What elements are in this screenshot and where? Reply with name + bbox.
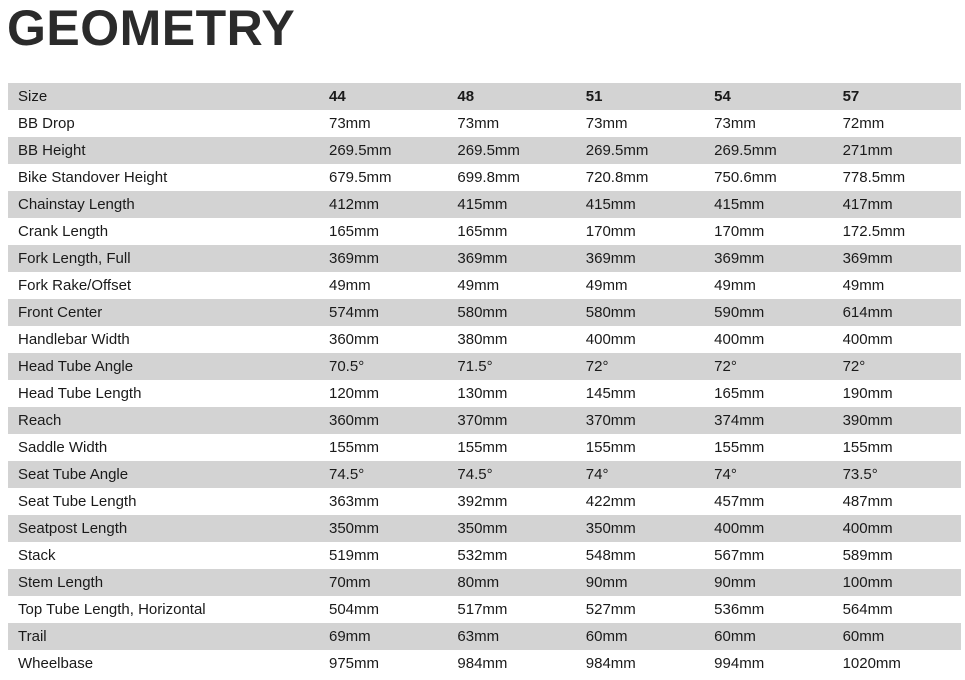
cell-value: 519mm [329, 547, 380, 564]
cell-value: 71.5° [457, 358, 493, 375]
cell-value: 80mm [457, 574, 500, 591]
table-header-row [8, 83, 961, 110]
cell-value: 130mm [457, 385, 508, 402]
row-label: Seatpost Length [18, 520, 128, 537]
cell-value: 271mm [842, 142, 893, 159]
cell-value: 369mm [457, 250, 508, 267]
cell-value: 350mm [329, 520, 380, 537]
cell-value: 165mm [329, 223, 380, 240]
cell-value: 155mm [329, 439, 380, 456]
table-row [8, 461, 961, 488]
cell-value: 69mm [329, 628, 371, 645]
cell-value: 49mm [842, 277, 885, 294]
table-row [8, 299, 961, 326]
cell-value: 73mm [329, 115, 371, 132]
table-row [8, 272, 961, 299]
cell-value: 369mm [842, 250, 893, 267]
row-label: BB Height [18, 142, 86, 159]
row-label: Chainstay Length [18, 196, 135, 213]
cell-value: 49mm [457, 277, 500, 294]
cell-value: 269.5mm [329, 142, 392, 159]
table-row [8, 488, 961, 515]
cell-value: 417mm [842, 196, 893, 213]
table-row [8, 569, 961, 596]
cell-value: 72° [714, 358, 737, 375]
table-body [8, 110, 961, 677]
cell-value: 750.6mm [714, 169, 777, 186]
cell-value: 614mm [842, 304, 893, 321]
cell-value: 72° [585, 358, 609, 375]
table-row [8, 218, 961, 245]
cell-value: 60mm [714, 628, 756, 645]
row-label: Stack [18, 547, 56, 564]
row-label: Front Center [18, 304, 103, 321]
cell-value: 517mm [457, 601, 508, 618]
cell-value: 580mm [457, 304, 508, 321]
cell-value: 90mm [714, 574, 756, 591]
cell-value: 457mm [714, 493, 765, 510]
row-label: Handlebar Width [18, 331, 130, 348]
table-row [8, 542, 961, 569]
cell-value: 374mm [714, 412, 765, 429]
table-row [8, 191, 961, 218]
cell-value: 532mm [457, 547, 508, 564]
cell-value: 74° [585, 466, 609, 483]
cell-value: 380mm [457, 331, 508, 348]
cell-value: 360mm [329, 331, 380, 348]
cell-value: 350mm [585, 520, 636, 537]
table-row [8, 434, 961, 461]
cell-value: 564mm [842, 601, 893, 618]
header-size-44: 44 [329, 88, 346, 105]
cell-value: 412mm [329, 196, 380, 213]
cell-value: 536mm [714, 601, 765, 618]
table-row [8, 380, 961, 407]
cell-value: 74° [714, 466, 737, 483]
cell-value: 90mm [585, 574, 628, 591]
header-size-57: 57 [842, 88, 860, 105]
cell-value: 392mm [457, 493, 508, 510]
cell-value: 70mm [329, 574, 371, 591]
cell-value: 360mm [329, 412, 380, 429]
cell-value: 49mm [585, 277, 628, 294]
page-title: GEOMETRY [7, 0, 296, 56]
row-label: Fork Rake/Offset [18, 277, 132, 294]
row-label: Bike Standover Height [18, 169, 168, 186]
cell-value: 1020mm [842, 655, 901, 672]
table-row [8, 623, 961, 650]
cell-value: 504mm [329, 601, 380, 618]
cell-value: 778.5mm [842, 169, 906, 186]
cell-value: 269.5mm [457, 142, 520, 159]
cell-value: 975mm [329, 655, 380, 672]
cell-value: 370mm [585, 412, 636, 429]
cell-value: 269.5mm [714, 142, 777, 159]
row-label: Fork Length, Full [18, 250, 131, 267]
header-size-54: 54 [714, 88, 731, 105]
cell-value: 590mm [714, 304, 765, 321]
cell-value: 269.5mm [585, 142, 649, 159]
geometry-table [8, 83, 961, 677]
cell-value: 369mm [714, 250, 765, 267]
cell-value: 73mm [457, 115, 500, 132]
cell-value: 63mm [457, 628, 500, 645]
cell-value: 422mm [585, 493, 636, 510]
cell-value: 172.5mm [842, 223, 906, 240]
row-label: Top Tube Length, Horizontal [18, 601, 206, 618]
cell-value: 60mm [842, 628, 885, 645]
cell-value: 145mm [585, 385, 636, 402]
cell-value: 369mm [585, 250, 636, 267]
cell-value: 679.5mm [329, 169, 392, 186]
row-label: Seat Tube Angle [18, 466, 129, 483]
header-size-48: 48 [457, 88, 475, 105]
table-row [8, 353, 961, 380]
cell-value: 165mm [714, 385, 765, 402]
cell-value: 574mm [329, 304, 380, 321]
table-row [8, 596, 961, 623]
cell-value: 73mm [714, 115, 756, 132]
cell-value: 155mm [714, 439, 765, 456]
cell-value: 400mm [585, 331, 636, 348]
header-size-51: 51 [585, 88, 603, 105]
cell-value: 487mm [842, 493, 893, 510]
cell-value: 548mm [585, 547, 636, 564]
cell-value: 400mm [714, 331, 765, 348]
cell-value: 73mm [585, 115, 628, 132]
row-label: Wheelbase [18, 655, 94, 672]
cell-value: 74.5° [457, 466, 493, 483]
cell-value: 400mm [842, 520, 893, 537]
row-label: BB Drop [18, 115, 75, 132]
cell-value: 70.5° [329, 358, 365, 375]
cell-value: 390mm [842, 412, 893, 429]
cell-value: 170mm [714, 223, 765, 240]
cell-value: 994mm [714, 655, 765, 672]
cell-value: 170mm [585, 223, 636, 240]
table-row [8, 515, 961, 542]
row-label: Crank Length [18, 223, 109, 240]
row-label: Stem Length [18, 574, 104, 591]
cell-value: 155mm [585, 439, 636, 456]
cell-value: 984mm [585, 655, 636, 672]
cell-value: 527mm [585, 601, 636, 618]
row-label: Head Tube Length [18, 385, 142, 402]
row-label: Head Tube Angle [18, 358, 134, 375]
cell-value: 190mm [842, 385, 893, 402]
row-label: Reach [18, 412, 62, 429]
cell-value: 415mm [457, 196, 508, 213]
table-row [8, 137, 961, 164]
cell-value: 155mm [842, 439, 893, 456]
cell-value: 363mm [329, 493, 380, 510]
cell-value: 369mm [329, 250, 380, 267]
cell-value: 73.5° [842, 466, 878, 483]
cell-value: 415mm [714, 196, 765, 213]
cell-value: 72mm [842, 115, 885, 132]
cell-value: 415mm [585, 196, 636, 213]
table-row [8, 650, 961, 677]
cell-value: 350mm [457, 520, 508, 537]
cell-value: 72° [842, 358, 866, 375]
table-row [8, 326, 961, 353]
cell-value: 100mm [842, 574, 893, 591]
table-row [8, 407, 961, 434]
table-row [8, 164, 961, 191]
cell-value: 49mm [714, 277, 756, 294]
cell-value: 589mm [842, 547, 893, 564]
cell-value: 567mm [714, 547, 765, 564]
cell-value: 580mm [585, 304, 636, 321]
table-row [8, 110, 961, 137]
cell-value: 60mm [585, 628, 628, 645]
cell-value: 370mm [457, 412, 508, 429]
cell-value: 984mm [457, 655, 508, 672]
cell-value: 155mm [457, 439, 508, 456]
header-size-label: Size [18, 88, 48, 105]
row-label: Saddle Width [18, 439, 108, 456]
cell-value: 400mm [714, 520, 765, 537]
cell-value: 720.8mm [585, 169, 649, 186]
cell-value: 699.8mm [457, 169, 520, 186]
cell-value: 74.5° [329, 466, 365, 483]
row-label: Trail [18, 628, 47, 645]
cell-value: 400mm [842, 331, 893, 348]
cell-value: 49mm [329, 277, 371, 294]
row-label: Seat Tube Length [18, 493, 137, 510]
cell-value: 120mm [329, 385, 380, 402]
cell-value: 165mm [457, 223, 508, 240]
table-row [8, 245, 961, 272]
